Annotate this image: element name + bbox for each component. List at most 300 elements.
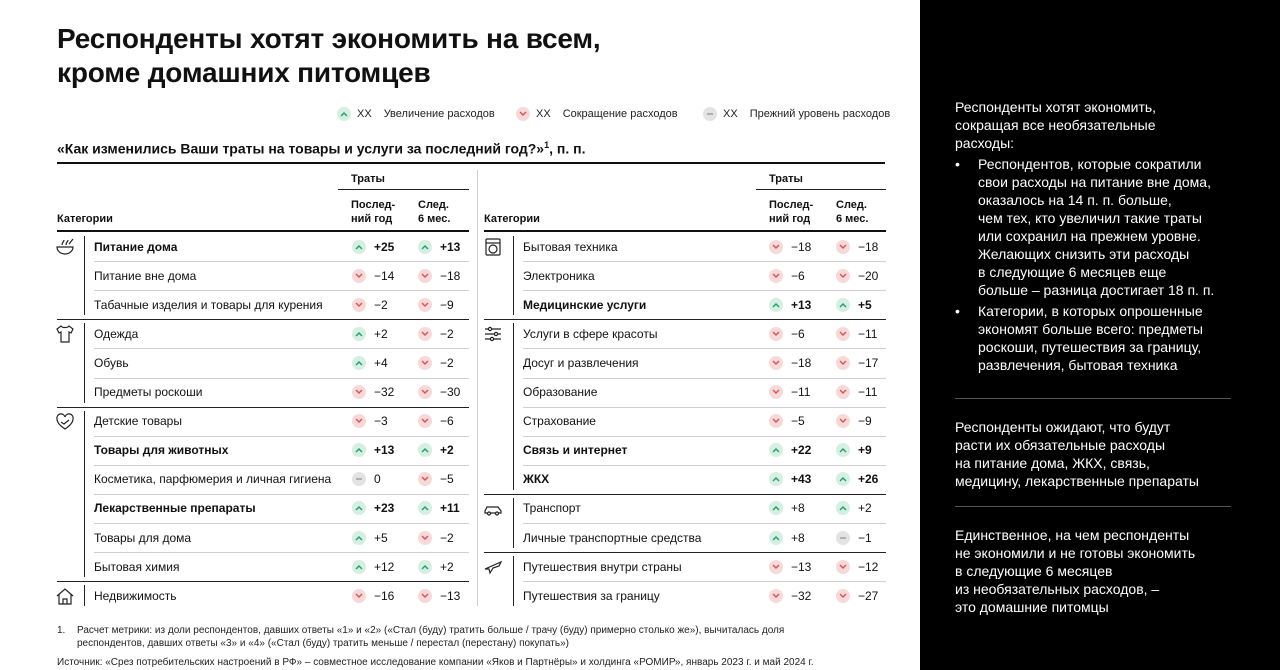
footnote-line-1: Расчет метрики: из доли респондентов, давших ответы «1» и «2» («Стал (буду) тратить больше / трачу (буду) примерно столько же»), вычиталась доля bbox=[77, 625, 785, 636]
arrow-up-icon bbox=[769, 298, 783, 312]
bullet-line: или сохранил на прежнем уровне. bbox=[978, 228, 1201, 244]
header-rule-right bbox=[484, 230, 886, 232]
value-last-year bbox=[352, 269, 394, 283]
spend-header-rule-right bbox=[756, 189, 886, 190]
question-suffix: , п. п. bbox=[549, 140, 586, 157]
summary-line: на питание дома, ЖКХ, связь, bbox=[955, 455, 1150, 471]
value-next-6-months bbox=[418, 443, 454, 457]
value-next-6-months bbox=[418, 385, 460, 399]
value-next-6-months bbox=[836, 472, 878, 486]
value-last-year bbox=[352, 356, 388, 370]
value-next-6-months bbox=[836, 240, 878, 254]
summary-line: в следующие 6 месяцев bbox=[955, 563, 1113, 579]
value-text: +13 bbox=[791, 297, 812, 312]
arrow-down-icon bbox=[836, 414, 850, 428]
legend-label: Прежний уровень расходов bbox=[749, 108, 891, 120]
arrow-down-icon bbox=[769, 589, 783, 603]
value-text: −11 bbox=[858, 385, 878, 400]
row-separator bbox=[94, 552, 469, 553]
value-next-6-months bbox=[418, 589, 460, 603]
value-next-6-months bbox=[836, 356, 878, 370]
value-text: +9 bbox=[858, 443, 872, 458]
group-bar bbox=[513, 498, 514, 548]
row-label: Связь и интернет bbox=[523, 443, 628, 458]
value-text: +26 bbox=[858, 472, 879, 487]
arrow-up-icon bbox=[337, 107, 351, 121]
value-text: −32 bbox=[791, 588, 812, 603]
value-text: −2 bbox=[374, 297, 388, 312]
row-separator bbox=[523, 581, 886, 582]
summary-line: Респонденты ожидают, что будут bbox=[955, 419, 1171, 435]
category-header-left: Категории bbox=[57, 213, 113, 225]
value-last-year bbox=[352, 531, 388, 545]
value-text: −17 bbox=[858, 355, 879, 370]
value-last-year bbox=[769, 443, 811, 457]
arrow-down-icon bbox=[418, 589, 432, 603]
dash-icon bbox=[352, 472, 366, 486]
arrow-up-icon bbox=[352, 327, 366, 341]
value-text: −18 bbox=[858, 239, 879, 254]
legend-value: XX bbox=[536, 108, 551, 120]
arrow-up-icon bbox=[769, 443, 783, 457]
row-label: Табачные изделия и товары для курения bbox=[94, 297, 323, 312]
summary-block-1 bbox=[955, 98, 1245, 374]
value-next-6-months bbox=[418, 269, 460, 283]
value-last-year bbox=[769, 589, 811, 603]
group-bar bbox=[84, 585, 85, 606]
summary-line: не экономили и не готовы экономить bbox=[955, 545, 1196, 561]
legend-decrease bbox=[516, 106, 678, 122]
value-next-6-months bbox=[836, 531, 872, 545]
dash-icon bbox=[703, 107, 717, 121]
value-text: +2 bbox=[440, 559, 454, 574]
row-separator bbox=[94, 494, 469, 495]
value-next-6-months bbox=[836, 414, 872, 428]
arrow-down-icon bbox=[418, 269, 432, 283]
value-last-year bbox=[352, 501, 394, 515]
row-separator bbox=[523, 523, 886, 524]
value-next-6-months bbox=[836, 327, 877, 341]
title-line-1: Респонденты хотят экономить на всем, bbox=[57, 23, 601, 54]
arrow-down-icon bbox=[769, 414, 783, 428]
group-bar bbox=[513, 323, 514, 490]
value-text: −9 bbox=[440, 297, 454, 312]
value-last-year bbox=[769, 327, 805, 341]
arrow-up-icon bbox=[836, 298, 850, 312]
summary-line: медицину, лекарственные препараты bbox=[955, 473, 1199, 489]
row-label: ЖКХ bbox=[523, 472, 550, 487]
arrow-down-icon bbox=[769, 269, 783, 283]
arrow-up-icon bbox=[418, 240, 432, 254]
summary-divider bbox=[955, 398, 1231, 399]
arrow-down-icon bbox=[352, 298, 366, 312]
bullet-line: больше – разница достигает 18 п. п. bbox=[978, 282, 1215, 298]
arrow-down-icon bbox=[769, 385, 783, 399]
value-next-6-months bbox=[418, 560, 454, 574]
last-year-header-line-2: ний год bbox=[351, 213, 393, 225]
summary-line: расти их обязательные расходы bbox=[955, 437, 1166, 453]
row-separator bbox=[94, 523, 469, 524]
bullet-line: роскоши, путешествия за границу, bbox=[978, 339, 1202, 355]
tshirt-icon bbox=[54, 323, 76, 345]
legend-increase bbox=[337, 106, 495, 122]
value-text: −20 bbox=[858, 268, 879, 283]
bullet-line: экономят больше всего: предметы bbox=[978, 321, 1203, 337]
summary-intro-line: Респонденты хотят экономить, bbox=[955, 99, 1157, 115]
value-last-year bbox=[769, 531, 805, 545]
bullet-line: • Респондентов, которые сократили bbox=[978, 156, 1202, 172]
row-separator bbox=[523, 348, 886, 349]
summary-intro-line: сокращая все необязательные bbox=[955, 117, 1156, 133]
question-text: «Как изменились Ваши траты на товары и услуги за последний год?» bbox=[57, 140, 545, 157]
bullet-line: оказалось на 14 п. п. больше, bbox=[978, 192, 1172, 208]
value-text: +2 bbox=[440, 443, 454, 458]
row-label: Питание вне дома bbox=[94, 268, 197, 283]
value-text: −30 bbox=[440, 385, 461, 400]
row-label: Личные транспортные средства bbox=[523, 530, 702, 545]
row-separator bbox=[523, 407, 886, 408]
footnote-line-2: респондентов, давших ответы «3» и «4» («Стал (буду) тратить меньше / перестал (перестану) покупать») bbox=[77, 638, 569, 649]
value-next-6-months bbox=[836, 385, 877, 399]
legend-label: Увеличение расходов bbox=[383, 108, 495, 120]
value-last-year bbox=[769, 385, 810, 399]
group-separator bbox=[57, 581, 469, 582]
value-text: +4 bbox=[374, 355, 388, 370]
value-text: −14 bbox=[374, 268, 395, 283]
summary-line: из необязательных расходов, – bbox=[955, 581, 1160, 597]
row-label: Товары для животных bbox=[94, 443, 229, 458]
row-separator bbox=[94, 290, 469, 291]
bullet-line: • Категории, в которых опрошенные bbox=[978, 303, 1203, 319]
arrow-down-icon bbox=[418, 531, 432, 545]
value-text: −2 bbox=[440, 530, 454, 545]
value-text: −9 bbox=[858, 414, 872, 429]
car-icon bbox=[482, 498, 504, 520]
group-separator bbox=[484, 319, 886, 320]
value-text: −5 bbox=[791, 414, 805, 429]
value-text: −6 bbox=[440, 414, 454, 429]
footnote-number: 1. bbox=[57, 625, 66, 636]
category-header-right: Категории bbox=[484, 213, 540, 225]
value-last-year bbox=[769, 501, 805, 515]
row-label: Одежда bbox=[94, 326, 139, 341]
next6-header-line-2: 6 мес. bbox=[418, 213, 451, 225]
summary-bullets bbox=[955, 155, 1245, 374]
row-label: Питание дома bbox=[94, 239, 178, 254]
row-separator bbox=[523, 261, 886, 262]
group-bar bbox=[84, 323, 85, 402]
food-bowl-icon bbox=[54, 236, 76, 258]
next6-header-left bbox=[418, 198, 450, 226]
last-year-header-left bbox=[351, 198, 395, 226]
arrow-down-icon bbox=[836, 589, 850, 603]
last-year-header-line-1: Послед- bbox=[769, 199, 814, 211]
value-last-year bbox=[769, 356, 811, 370]
value-text: −27 bbox=[858, 588, 879, 603]
arrow-down-icon bbox=[418, 385, 432, 399]
house-icon bbox=[54, 585, 76, 607]
legend-value: XX bbox=[357, 108, 372, 120]
last-year-header-right bbox=[769, 198, 813, 226]
value-text: −11 bbox=[858, 326, 878, 341]
value-last-year bbox=[769, 472, 811, 486]
next6-header-right bbox=[836, 198, 868, 226]
value-text: −32 bbox=[374, 385, 395, 400]
value-next-6-months bbox=[418, 327, 454, 341]
row-label: Услуги в сфере красоты bbox=[523, 326, 658, 341]
source-note: Источник: «Срез потребительских настроений в РФ» – совместное исследование компании «Яков и Партнёры» и холдинга «РОМИР», январь 2023 г. и май 2024 г. bbox=[57, 657, 814, 668]
value-last-year bbox=[352, 240, 394, 254]
value-next-6-months bbox=[418, 298, 454, 312]
value-last-year bbox=[769, 414, 805, 428]
row-label: Детские товары bbox=[94, 414, 182, 429]
arrow-down-icon bbox=[836, 240, 850, 254]
value-text: −3 bbox=[374, 414, 388, 429]
survey-question bbox=[57, 140, 585, 157]
value-text: −5 bbox=[440, 472, 454, 487]
value-text: +43 bbox=[791, 472, 812, 487]
summary-line: это домашние питомцы bbox=[955, 599, 1109, 615]
value-text: −16 bbox=[374, 588, 395, 603]
row-label: Недвижимость bbox=[94, 588, 177, 603]
value-text: +25 bbox=[374, 239, 395, 254]
row-label: Предметы роскоши bbox=[94, 385, 203, 400]
row-separator bbox=[94, 436, 469, 437]
page-title bbox=[57, 22, 601, 90]
arrow-down-icon bbox=[769, 560, 783, 574]
row-separator bbox=[94, 465, 469, 466]
arrow-down-icon bbox=[836, 327, 850, 341]
row-label: Путешествия внутри страны bbox=[523, 559, 682, 574]
group-bar bbox=[84, 411, 85, 578]
airplane-icon bbox=[482, 556, 504, 578]
legend-label: Сокращение расходов bbox=[562, 108, 678, 120]
value-text: +8 bbox=[791, 501, 805, 516]
row-label: Обувь bbox=[94, 355, 129, 370]
group-separator bbox=[57, 407, 469, 408]
group-bar bbox=[513, 556, 514, 606]
row-label: Бытовая техника bbox=[523, 239, 618, 254]
summary-bullet bbox=[955, 155, 1245, 299]
sliders-icon bbox=[482, 323, 504, 345]
arrow-down-icon bbox=[418, 327, 432, 341]
row-label: Товары для дома bbox=[94, 530, 192, 545]
arrow-up-icon bbox=[418, 443, 432, 457]
arrow-down-icon bbox=[836, 385, 850, 399]
value-text: −12 bbox=[858, 559, 879, 574]
value-next-6-months bbox=[418, 414, 454, 428]
header-rule-left bbox=[57, 230, 469, 232]
value-next-6-months bbox=[836, 269, 878, 283]
value-next-6-months bbox=[418, 472, 454, 486]
summary-bullet bbox=[955, 302, 1245, 374]
table-divider bbox=[477, 170, 478, 606]
summary-divider bbox=[955, 506, 1231, 507]
row-label: Бытовая химия bbox=[94, 559, 180, 574]
row-label: Косметика, парфюмерия и личная гигиена bbox=[94, 472, 332, 487]
value-text: −6 bbox=[791, 268, 805, 283]
value-next-6-months bbox=[418, 240, 460, 254]
value-text: 0 bbox=[374, 472, 381, 487]
value-last-year bbox=[352, 560, 394, 574]
arrow-up-icon bbox=[836, 501, 850, 515]
title-line-2: кроме домашних питомцев bbox=[57, 57, 431, 88]
row-separator bbox=[523, 290, 886, 291]
value-text: −18 bbox=[440, 268, 461, 283]
value-next-6-months bbox=[836, 501, 872, 515]
spend-header-left: Траты bbox=[351, 173, 385, 185]
arrow-up-icon bbox=[352, 501, 366, 515]
arrow-down-icon bbox=[352, 414, 366, 428]
value-text: +23 bbox=[374, 501, 395, 516]
washing-machine-icon bbox=[482, 236, 504, 258]
value-text: +12 bbox=[374, 559, 395, 574]
value-text: +8 bbox=[791, 530, 805, 545]
arrow-down-icon bbox=[836, 269, 850, 283]
arrow-up-icon bbox=[769, 501, 783, 515]
row-label: Досуг и развлечения bbox=[523, 355, 639, 370]
value-next-6-months bbox=[418, 531, 454, 545]
arrow-up-icon bbox=[769, 472, 783, 486]
value-text: +2 bbox=[374, 326, 388, 341]
value-next-6-months bbox=[418, 501, 460, 515]
arrow-down-icon bbox=[418, 298, 432, 312]
bullet-line: развлечения, бытовая техника bbox=[978, 357, 1178, 373]
value-next-6-months bbox=[836, 560, 878, 574]
value-last-year bbox=[352, 443, 394, 457]
value-last-year bbox=[769, 269, 805, 283]
arrow-down-icon bbox=[769, 327, 783, 341]
heart-hands-icon bbox=[54, 411, 76, 433]
value-text: −2 bbox=[440, 355, 454, 370]
value-text: −11 bbox=[791, 385, 811, 400]
value-text: +13 bbox=[440, 239, 461, 254]
question-footnote-ref: 1 bbox=[544, 140, 550, 150]
value-text: +5 bbox=[858, 297, 872, 312]
value-last-year bbox=[352, 589, 394, 603]
arrow-up-icon bbox=[418, 560, 432, 574]
spend-header-rule-left bbox=[338, 189, 469, 190]
last-year-header-line-2: ний год bbox=[769, 213, 811, 225]
arrow-down-icon bbox=[418, 472, 432, 486]
row-separator bbox=[94, 261, 469, 262]
value-text: −13 bbox=[791, 559, 812, 574]
row-separator bbox=[523, 436, 886, 437]
group-bar bbox=[513, 236, 514, 315]
arrow-down-icon bbox=[352, 385, 366, 399]
row-label: Электроника bbox=[523, 268, 595, 283]
group-separator bbox=[484, 552, 886, 553]
value-text: −6 bbox=[791, 326, 805, 341]
arrow-up-icon bbox=[352, 531, 366, 545]
arrow-up-icon bbox=[352, 356, 366, 370]
value-text: −18 bbox=[791, 239, 812, 254]
value-last-year bbox=[769, 298, 811, 312]
summary-block-2 bbox=[955, 418, 1245, 490]
arrow-down-icon bbox=[352, 269, 366, 283]
value-last-year bbox=[352, 414, 388, 428]
last-year-header-line-1: Послед- bbox=[351, 199, 396, 211]
row-label: Страхование bbox=[523, 414, 596, 429]
arrow-up-icon bbox=[836, 472, 850, 486]
value-text: −2 bbox=[440, 326, 454, 341]
arrow-down-icon bbox=[418, 414, 432, 428]
group-separator bbox=[484, 494, 886, 495]
arrow-down-icon bbox=[769, 240, 783, 254]
value-last-year bbox=[769, 560, 811, 574]
summary-intro bbox=[955, 98, 1245, 152]
value-next-6-months bbox=[836, 298, 872, 312]
value-next-6-months bbox=[836, 589, 878, 603]
legend-flat bbox=[703, 106, 890, 122]
value-text: −18 bbox=[791, 355, 812, 370]
value-last-year bbox=[352, 327, 388, 341]
value-text: +13 bbox=[374, 443, 395, 458]
arrow-up-icon bbox=[769, 531, 783, 545]
bullet-line: в следующие 6 месяцев еще bbox=[978, 264, 1167, 280]
next6-header-line-1: След. bbox=[418, 199, 449, 211]
value-text: −13 bbox=[440, 588, 461, 603]
arrow-up-icon bbox=[352, 560, 366, 574]
row-separator bbox=[94, 378, 469, 379]
value-last-year bbox=[352, 298, 388, 312]
row-label: Лекарственные препараты bbox=[94, 501, 256, 516]
value-next-6-months bbox=[418, 356, 454, 370]
summary-block-3 bbox=[955, 526, 1245, 616]
arrow-down-icon bbox=[352, 589, 366, 603]
arrow-down-icon bbox=[836, 356, 850, 370]
arrow-down-icon bbox=[836, 560, 850, 574]
arrow-down-icon bbox=[516, 107, 530, 121]
summary-line: Единственное, на чем респонденты bbox=[955, 527, 1190, 543]
arrow-up-icon bbox=[418, 501, 432, 515]
row-separator bbox=[523, 378, 886, 379]
row-label: Медицинские услуги bbox=[523, 297, 647, 312]
row-label: Транспорт bbox=[523, 501, 581, 516]
arrow-up-icon bbox=[836, 443, 850, 457]
legend-value: XX bbox=[723, 108, 738, 120]
spend-header-right: Траты bbox=[769, 173, 803, 185]
row-label: Путешествия за границу bbox=[523, 588, 660, 603]
row-separator bbox=[94, 348, 469, 349]
row-label: Образование bbox=[523, 385, 598, 400]
value-text: −1 bbox=[858, 530, 872, 545]
next6-header-line-1: След. bbox=[836, 199, 867, 211]
value-text: +22 bbox=[791, 443, 812, 458]
dash-icon bbox=[836, 531, 850, 545]
value-last-year bbox=[769, 240, 811, 254]
footnote-text bbox=[77, 624, 784, 650]
group-separator bbox=[57, 319, 469, 320]
summary-intro-line: расходы: bbox=[955, 135, 1015, 151]
bullet-line: свои расходы на питание вне дома, bbox=[978, 174, 1211, 190]
row-separator bbox=[523, 465, 886, 466]
arrow-down-icon bbox=[769, 356, 783, 370]
value-text: +11 bbox=[440, 501, 460, 516]
value-text: +2 bbox=[858, 501, 872, 516]
table-top-rule bbox=[57, 162, 885, 164]
bullet-line: Желающих снизить эти расходы bbox=[978, 246, 1190, 262]
arrow-down-icon bbox=[418, 356, 432, 370]
value-last-year bbox=[352, 472, 381, 486]
value-last-year bbox=[352, 385, 394, 399]
bullet-line: чем тех, кто увеличил такие траты bbox=[978, 210, 1202, 226]
arrow-up-icon bbox=[352, 240, 366, 254]
group-bar bbox=[84, 236, 85, 315]
value-next-6-months bbox=[836, 443, 872, 457]
next6-header-line-2: 6 мес. bbox=[836, 213, 869, 225]
arrow-up-icon bbox=[352, 443, 366, 457]
